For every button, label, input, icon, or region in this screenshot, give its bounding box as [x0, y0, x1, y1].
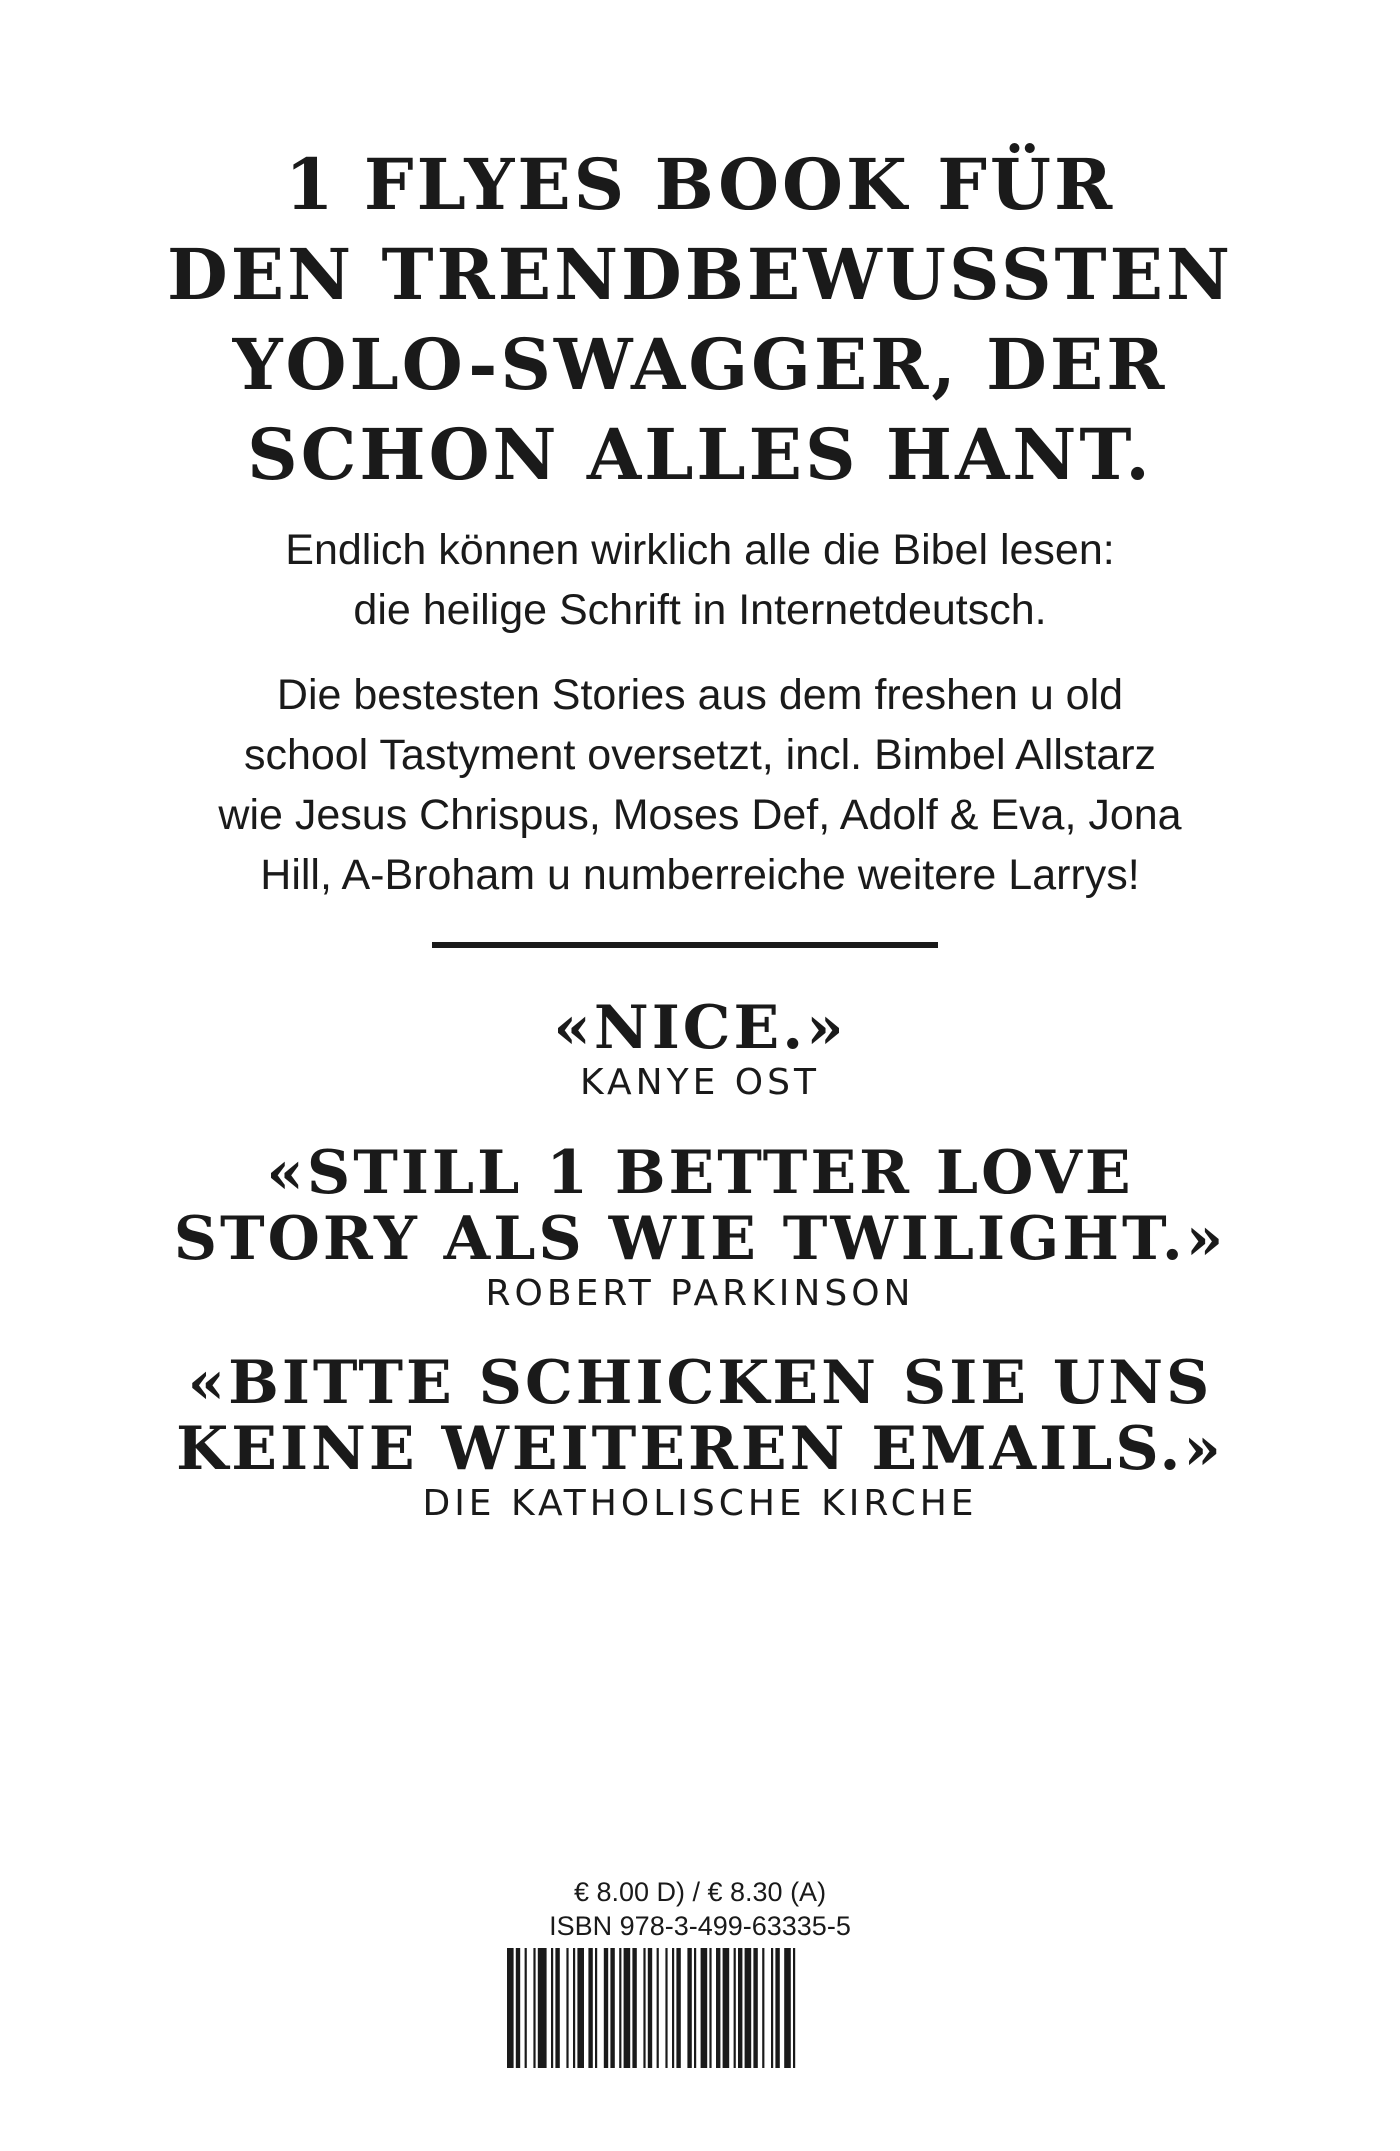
blurb-line: school Tastyment oversetzt, incl. Bimbel Allstarz — [243, 731, 1157, 779]
price-info — [520, 1875, 880, 1943]
barcode-bar — [687, 1948, 691, 2068]
barcode-bar — [657, 1948, 659, 2068]
quote-author: ROBERT PARKINSON — [485, 1273, 915, 1314]
barcode-bar — [709, 1948, 711, 2068]
barcode-bar — [551, 1948, 553, 2068]
barcode-icon — [507, 1948, 891, 2068]
barcode-bar — [745, 1948, 752, 2068]
barcode-bar — [676, 1948, 680, 2068]
headline-line: DEN TRENDBEWUSSTEN — [167, 233, 1233, 316]
barcode-bar — [588, 1948, 592, 2068]
barcode-bar — [716, 1948, 720, 2068]
price-label: € 8.00 D) / € 8.30 (A) — [573, 1877, 827, 1907]
barcode-bar — [784, 1948, 791, 2068]
blurb-line: Die bestesten Stories aus dem freshen u old — [276, 671, 1124, 719]
barcode-bar — [738, 1948, 742, 2068]
quote-author: DIE KATHOLISCHE KIRCHE — [422, 1483, 978, 1524]
barcode-bar — [507, 1948, 514, 2068]
isbn-label: ISBN 978-3-499-63335-5 — [549, 1911, 851, 1941]
barcode-bar — [555, 1948, 559, 2068]
quote-line: STORY ALS WIE TWILIGHT.» — [173, 1204, 1227, 1274]
barcode-bar — [632, 1948, 636, 2068]
headline — [0, 140, 1400, 500]
headline-line: YOLO-SWAGGER, DER — [232, 323, 1168, 406]
barcode-bar — [525, 1948, 527, 2068]
barcode-bar — [793, 1948, 795, 2068]
barcode-bar — [595, 1948, 597, 2068]
barcode-bar — [533, 1948, 535, 2068]
blurb-line: Endlich können wirklich alle die Bibel lesen: — [285, 526, 1115, 574]
intro-blurb — [0, 520, 1400, 640]
quote-block — [0, 995, 1400, 1105]
barcode-bar — [619, 1948, 621, 2068]
barcode-bar — [648, 1948, 652, 2068]
quote-block — [0, 1350, 1400, 1526]
quote-text — [0, 1140, 1400, 1272]
barcode-bar — [762, 1948, 764, 2068]
quote-text — [0, 1350, 1400, 1482]
barcode-bar — [573, 1948, 575, 2068]
barcode-bar — [734, 1948, 736, 2068]
quote-line: KEINE WEITEREN EMAILS.» — [176, 1414, 1224, 1484]
barcode-bar — [694, 1948, 696, 2068]
divider-rule — [432, 942, 938, 948]
headline-line: SCHON ALLES HANT. — [247, 413, 1153, 496]
description-blurb — [0, 665, 1400, 905]
barcode-bar — [753, 1948, 757, 2068]
barcode-bar — [566, 1948, 568, 2068]
barcode-bar — [771, 1948, 773, 2068]
barcode-bar — [538, 1948, 547, 2068]
barcode-bar — [610, 1948, 614, 2068]
barcode-bar — [775, 1948, 779, 2068]
blurb-line: die heilige Schrift in Internetdeutsch. — [353, 586, 1047, 634]
barcode-bar — [577, 1948, 584, 2068]
blurb-line: Hill, A-Broham u numberreiche weitere Larrys! — [260, 851, 1140, 899]
quote-author: KANYE OST — [580, 1062, 820, 1103]
barcode-bar — [665, 1948, 667, 2068]
barcode-bar — [643, 1948, 645, 2068]
quote-line: «STILL 1 BETTER LOVE — [266, 1138, 1134, 1208]
barcode-bar — [604, 1948, 608, 2068]
quote-line: «NICE.» — [553, 993, 847, 1063]
barcode-bar — [672, 1948, 674, 2068]
quote-line: «BITTE SCHICKEN SIE UNS — [187, 1348, 1213, 1418]
quote-text — [0, 995, 1400, 1061]
barcode-bar — [516, 1948, 520, 2068]
barcode-bar — [701, 1948, 708, 2068]
headline-line: 1 FLYES BOOK FÜR — [284, 143, 1116, 226]
barcode-bar — [624, 1948, 631, 2068]
barcode-bar — [723, 1948, 730, 2068]
blurb-line: wie Jesus Chrispus, Moses Def, Adolf & Eva, Jona — [218, 791, 1182, 839]
quote-block — [0, 1140, 1400, 1316]
